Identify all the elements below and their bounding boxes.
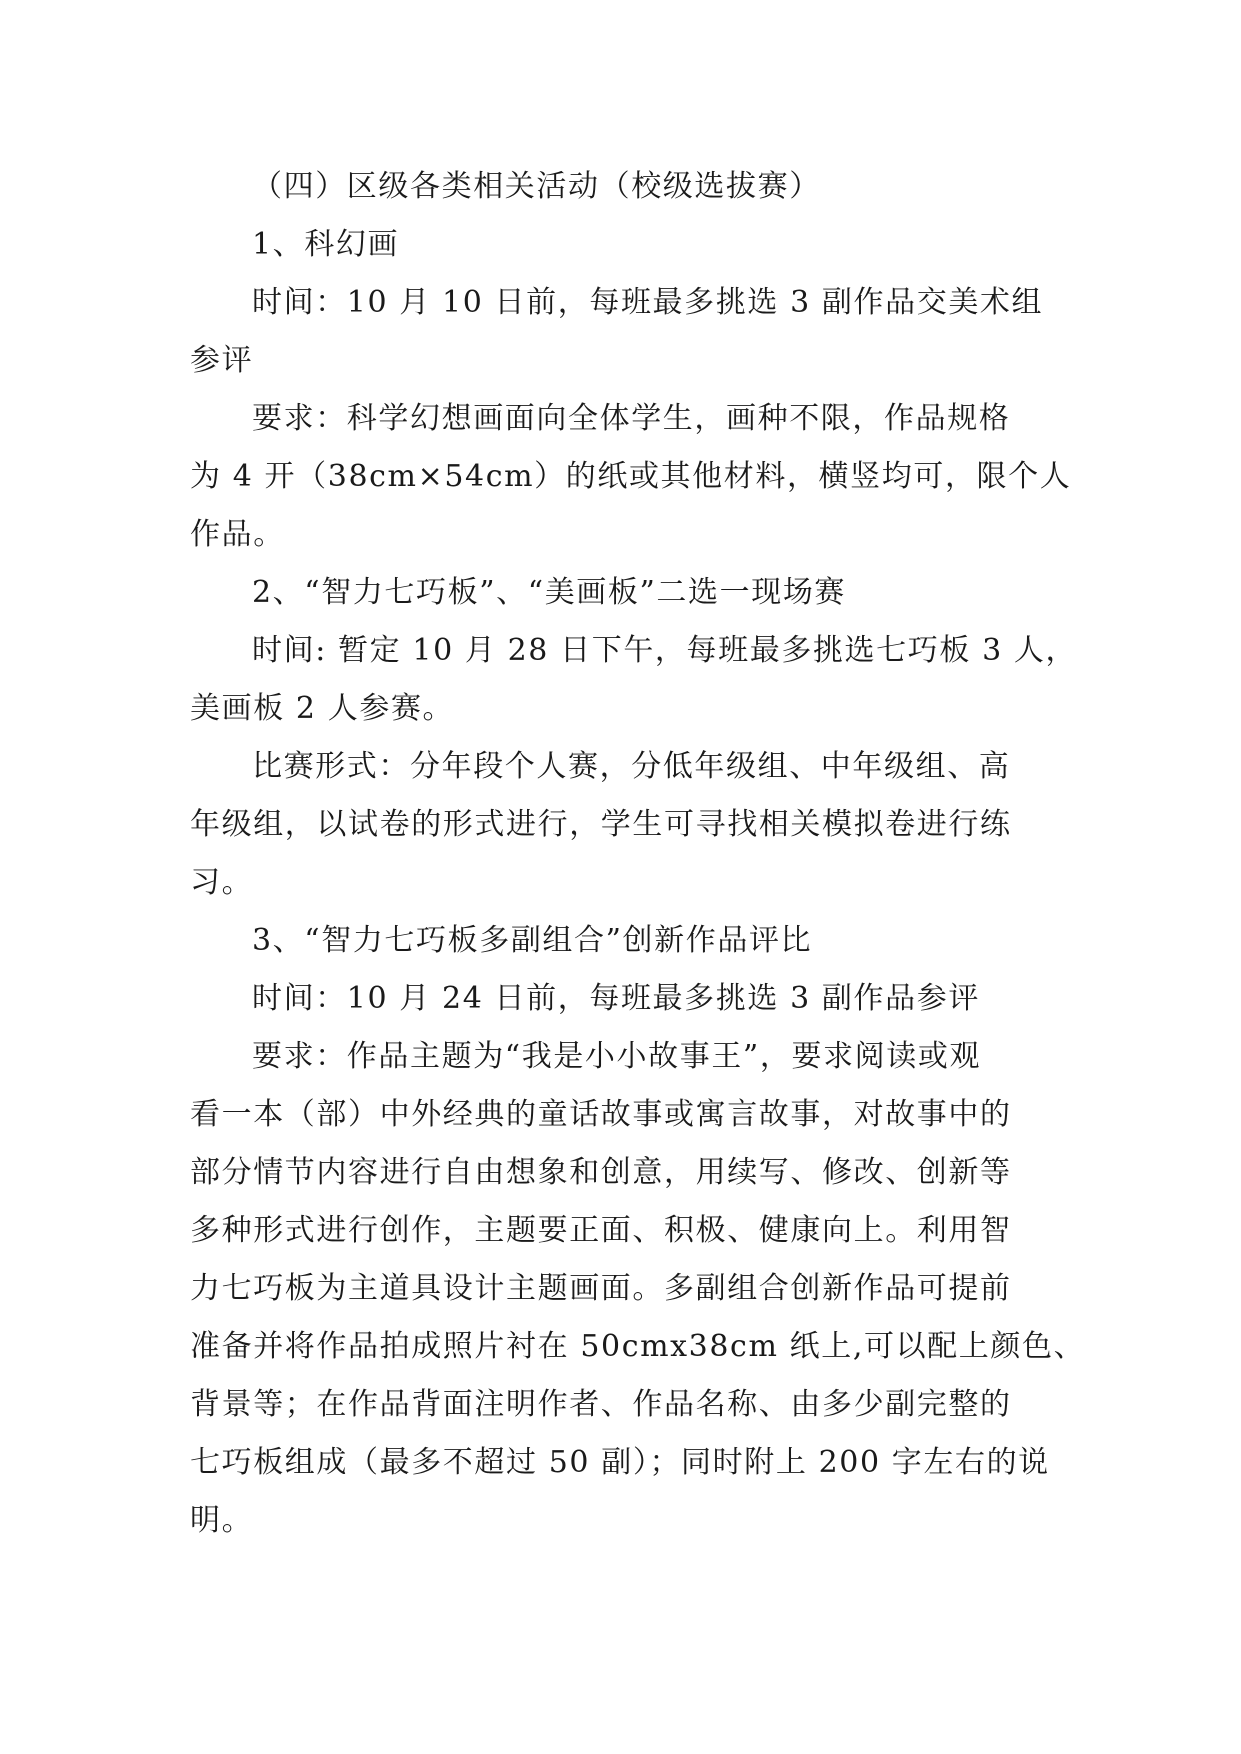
- text-line: 为 4 开（38cm×54cm）的纸或其他材料，横竖均可，限个人: [190, 459, 1072, 494]
- text-line: 时间: 暂定 10 月 28 日下午，每班最多挑选七巧板 3 人，: [252, 633, 1078, 668]
- text-line: 看一本（部）中外经典的童话故事或寓言故事，对故事中的: [190, 1097, 1012, 1132]
- text-line: 美画板 2 人参赛。: [190, 691, 455, 726]
- text-line: 1、科幻画: [252, 227, 400, 262]
- text-line: 时间：10 月 24 日前，每班最多挑选 3 副作品参评: [252, 981, 980, 1016]
- text-line: 部分情节内容进行自由想象和创意，用续写、修改、创新等: [190, 1155, 1012, 1190]
- text-line: 七巧板组成（最多不超过 50 副）；同时附上 200 字左右的说: [190, 1445, 1050, 1480]
- text-line: 明。: [190, 1503, 254, 1538]
- text-line: 2、“智力七巧板”、“美画板”二选一现场赛: [252, 575, 847, 610]
- text-line: 准备并将作品拍成照片衬在 50cmx38cm 纸上,可以配上颜色、: [190, 1329, 1086, 1364]
- text-line: 3、“智力七巧板多副组合”创新作品评比: [252, 923, 813, 958]
- text-line: 作品。: [190, 517, 285, 552]
- document-body: [190, 158, 1086, 1550]
- text-line: 要求：作品主题为“我是小小故事王”，要求阅读或观: [252, 1039, 982, 1074]
- text-line: 多种形式进行创作，主题要正面、积极、健康向上。利用智: [190, 1213, 1012, 1248]
- text-line: （四）区级各类相关活动（校级选拔赛）: [252, 169, 821, 204]
- text-line: 年级组，以试卷的形式进行，学生可寻找相关模拟卷进行练: [190, 807, 1012, 842]
- text-line: 背景等；在作品背面注明作者、作品名称、由多少副完整的: [190, 1387, 1012, 1422]
- text-line: 力七巧板为主道具设计主题画面。多副组合创新作品可提前: [190, 1271, 1012, 1306]
- text-line: 要求：科学幻想画面向全体学生，画种不限，作品规格: [252, 401, 1011, 436]
- text-line: 比赛形式：分年段个人赛，分低年级组、中年级组、高: [252, 749, 1011, 784]
- text-line: 时间：10 月 10 日前，每班最多挑选 3 副作品交美术组: [252, 285, 1044, 320]
- text-line: 习。: [190, 865, 254, 900]
- text-line: 参评: [190, 343, 254, 378]
